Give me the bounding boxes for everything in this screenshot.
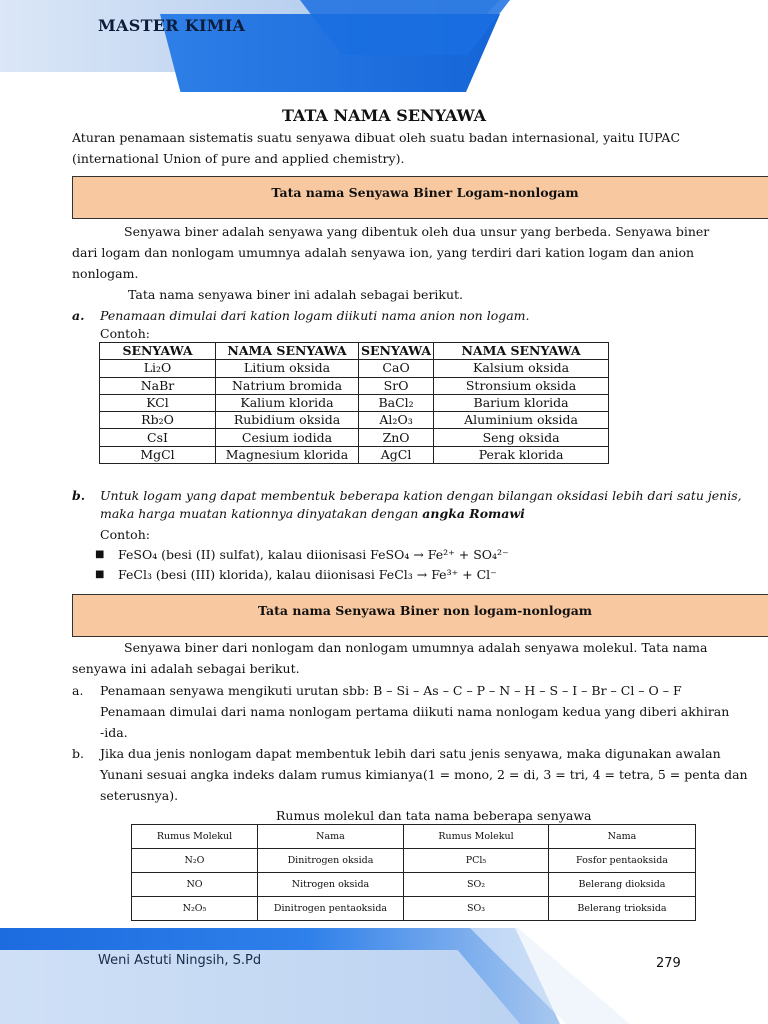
table-cell: MgCl bbox=[100, 446, 216, 463]
table-cell: Perak klorida bbox=[434, 446, 609, 463]
page-number: 279 bbox=[656, 956, 681, 971]
table-header: SENYAWA bbox=[100, 343, 216, 360]
section2-heading: Tata nama Senyawa Biner non logam-nonlogam bbox=[257, 603, 593, 618]
table-cell: Stronsium oksida bbox=[434, 377, 609, 394]
table-cell: NO bbox=[132, 873, 258, 897]
section2-para-line-2: senyawa ini adalah sebagai berikut. bbox=[72, 661, 300, 676]
section2-a-line-3: -ida. bbox=[100, 725, 128, 740]
table-row bbox=[100, 360, 609, 377]
table-cell: SO₃ bbox=[404, 897, 549, 921]
table-cell: Rb₂O bbox=[100, 412, 216, 429]
section1-b-line-2-text: maka harga muatan kationnya dinyatakan dengan bbox=[100, 506, 419, 521]
table-row bbox=[100, 446, 609, 463]
molecule-name-table bbox=[131, 824, 696, 921]
table-cell: Rubidium oksida bbox=[216, 412, 359, 429]
table-cell: CaO bbox=[359, 360, 434, 377]
table-cell: Cesium iodida bbox=[216, 429, 359, 446]
table-cell: Dinitrogen oksida bbox=[258, 849, 404, 873]
section2-b-marker: b. bbox=[72, 746, 84, 761]
table-cell: Al₂O₃ bbox=[359, 412, 434, 429]
section2-para-line-1: Senyawa biner dari nonlogam dan nonlogam umumnya adalah senyawa molekul. Tata nama bbox=[124, 640, 708, 655]
table-cell: Litium oksida bbox=[216, 360, 359, 377]
table-cell: Magnesium klorida bbox=[216, 446, 359, 463]
bullet-icon: ■ bbox=[95, 549, 105, 560]
table-cell: Kalium klorida bbox=[216, 394, 359, 411]
bullet-icon: ■ bbox=[95, 569, 105, 580]
section1-para-line-1: Senyawa biner adalah senyawa yang dibentuk oleh dua unsur yang berbeda. Senyawa biner bbox=[124, 224, 710, 239]
table-header: NAMA SENYAWA bbox=[434, 343, 609, 360]
table-cell: Barium klorida bbox=[434, 394, 609, 411]
table-cell: N₂O bbox=[132, 849, 258, 873]
section1-b-line-1: Untuk logam yang dapat membentuk beberapa kation dengan bilangan oksidasi lebih dari satu jenis, bbox=[100, 488, 742, 503]
table-header: Rumus Molekul bbox=[404, 825, 549, 849]
page-title: TATA NAMA SENYAWA bbox=[281, 106, 487, 125]
section2-heading-band bbox=[72, 594, 768, 637]
example-1: FeSO₄ (besi (II) sulfat), kalau diionisasi FeSO₄ → Fe²⁺ + SO₄²⁻ bbox=[118, 547, 509, 562]
section2-b-line-3: seterusnya). bbox=[100, 788, 179, 803]
table-cell: Kalsium oksida bbox=[434, 360, 609, 377]
table-row bbox=[132, 873, 696, 897]
header-decoration bbox=[0, 0, 768, 92]
table-cell: Dinitrogen pentaoksida bbox=[258, 897, 404, 921]
table-cell: SrO bbox=[359, 377, 434, 394]
table-row bbox=[132, 849, 696, 873]
section2-a-line-2: Penamaan dimulai dari nama nonlogam pertama diikuti nama nonlogam kedua yang diberi akhiran bbox=[100, 704, 730, 719]
section1-a-marker: a. bbox=[72, 308, 85, 323]
section1-para-line-3: nonlogam. bbox=[72, 266, 139, 281]
table-cell: Li₂O bbox=[100, 360, 216, 377]
footer-author: Weni Astuti Ningsih, S.Pd bbox=[98, 953, 262, 968]
table-cell: Belerang dioksida bbox=[549, 873, 696, 897]
table-row bbox=[100, 429, 609, 446]
table-cell: CsI bbox=[100, 429, 216, 446]
table-cell: NaBr bbox=[100, 377, 216, 394]
table-cell: Aluminium oksida bbox=[434, 412, 609, 429]
table-row bbox=[100, 394, 609, 411]
table-row bbox=[132, 897, 696, 921]
table-row bbox=[100, 377, 609, 394]
table-header: Nama bbox=[258, 825, 404, 849]
section1-heading: Tata nama Senyawa Biner Logam-nonlogam bbox=[271, 185, 579, 200]
intro-line-2: (international Union of pure and applied chemistry). bbox=[72, 151, 405, 166]
table-header-row bbox=[100, 343, 609, 360]
table-cell: KCl bbox=[100, 394, 216, 411]
intro-line-1: Aturan penamaan sistematis suatu senyawa dibuat oleh suatu badan internasional, yaitu IUPAC bbox=[72, 130, 681, 145]
table-cell: Natrium bromida bbox=[216, 377, 359, 394]
table-caption: Rumus molekul dan tata nama beberapa senyawa bbox=[276, 808, 592, 823]
section1-b-line-2 bbox=[100, 504, 525, 525]
binary-compound-table bbox=[99, 342, 609, 464]
section2-a-line-1: Penamaan senyawa mengikuti urutan sbb: B – Si – As – C – P – N – H – S – I – Br – Cl – O – F bbox=[100, 683, 682, 698]
table-cell: AgCl bbox=[359, 446, 434, 463]
table-cell: Seng oksida bbox=[434, 429, 609, 446]
section1-para-line-2: dari logam dan nonlogam umumnya adalah senyawa ion, yang terdiri dari kation logam dan anion bbox=[72, 245, 695, 260]
brand-title: MASTER KIMIA bbox=[98, 16, 246, 35]
table-cell: PCl₅ bbox=[404, 849, 549, 873]
table-cell: Fosfor pentaoksida bbox=[549, 849, 696, 873]
table-header: Nama bbox=[549, 825, 696, 849]
table-cell: SO₂ bbox=[404, 873, 549, 897]
table-cell: N₂O₅ bbox=[132, 897, 258, 921]
table-cell: BaCl₂ bbox=[359, 394, 434, 411]
table-header: NAMA SENYAWA bbox=[216, 343, 359, 360]
table-cell: Nitrogen oksida bbox=[258, 873, 404, 897]
section1-b-emphasis: angka Romawi bbox=[422, 506, 525, 521]
table-header-row bbox=[132, 825, 696, 849]
table-row bbox=[100, 412, 609, 429]
section1-contoh-2: Contoh: bbox=[100, 527, 150, 542]
table-header: Rumus Molekul bbox=[132, 825, 258, 849]
table-header: SENYAWA bbox=[359, 343, 434, 360]
section1-contoh: Contoh: bbox=[100, 326, 150, 341]
table-cell: ZnO bbox=[359, 429, 434, 446]
table-cell: Belerang trioksida bbox=[549, 897, 696, 921]
section2-a-marker: a. bbox=[72, 683, 84, 698]
section2-b-line-2: Yunani sesuai angka indeks dalam rumus kimianya(1 = mono, 2 = di, 3 = tri, 4 = tetra, 5 = penta dan bbox=[100, 767, 748, 782]
example-2: FeCl₃ (besi (III) klorida), kalau diionisasi FeCl₃ → Fe³⁺ + Cl⁻ bbox=[118, 567, 497, 582]
section1-b-marker: b. bbox=[72, 488, 86, 503]
section1-rule-intro: Tata nama senyawa biner ini adalah sebagai berikut. bbox=[128, 287, 464, 302]
section1-heading-band bbox=[72, 176, 768, 219]
section1-a-text: Penamaan dimulai dari kation logam diikuti nama anion non logam. bbox=[100, 308, 530, 323]
section2-b-line-1: Jika dua jenis nonlogam dapat membentuk lebih dari satu jenis senyawa, maka digunakan awalan bbox=[100, 746, 721, 761]
